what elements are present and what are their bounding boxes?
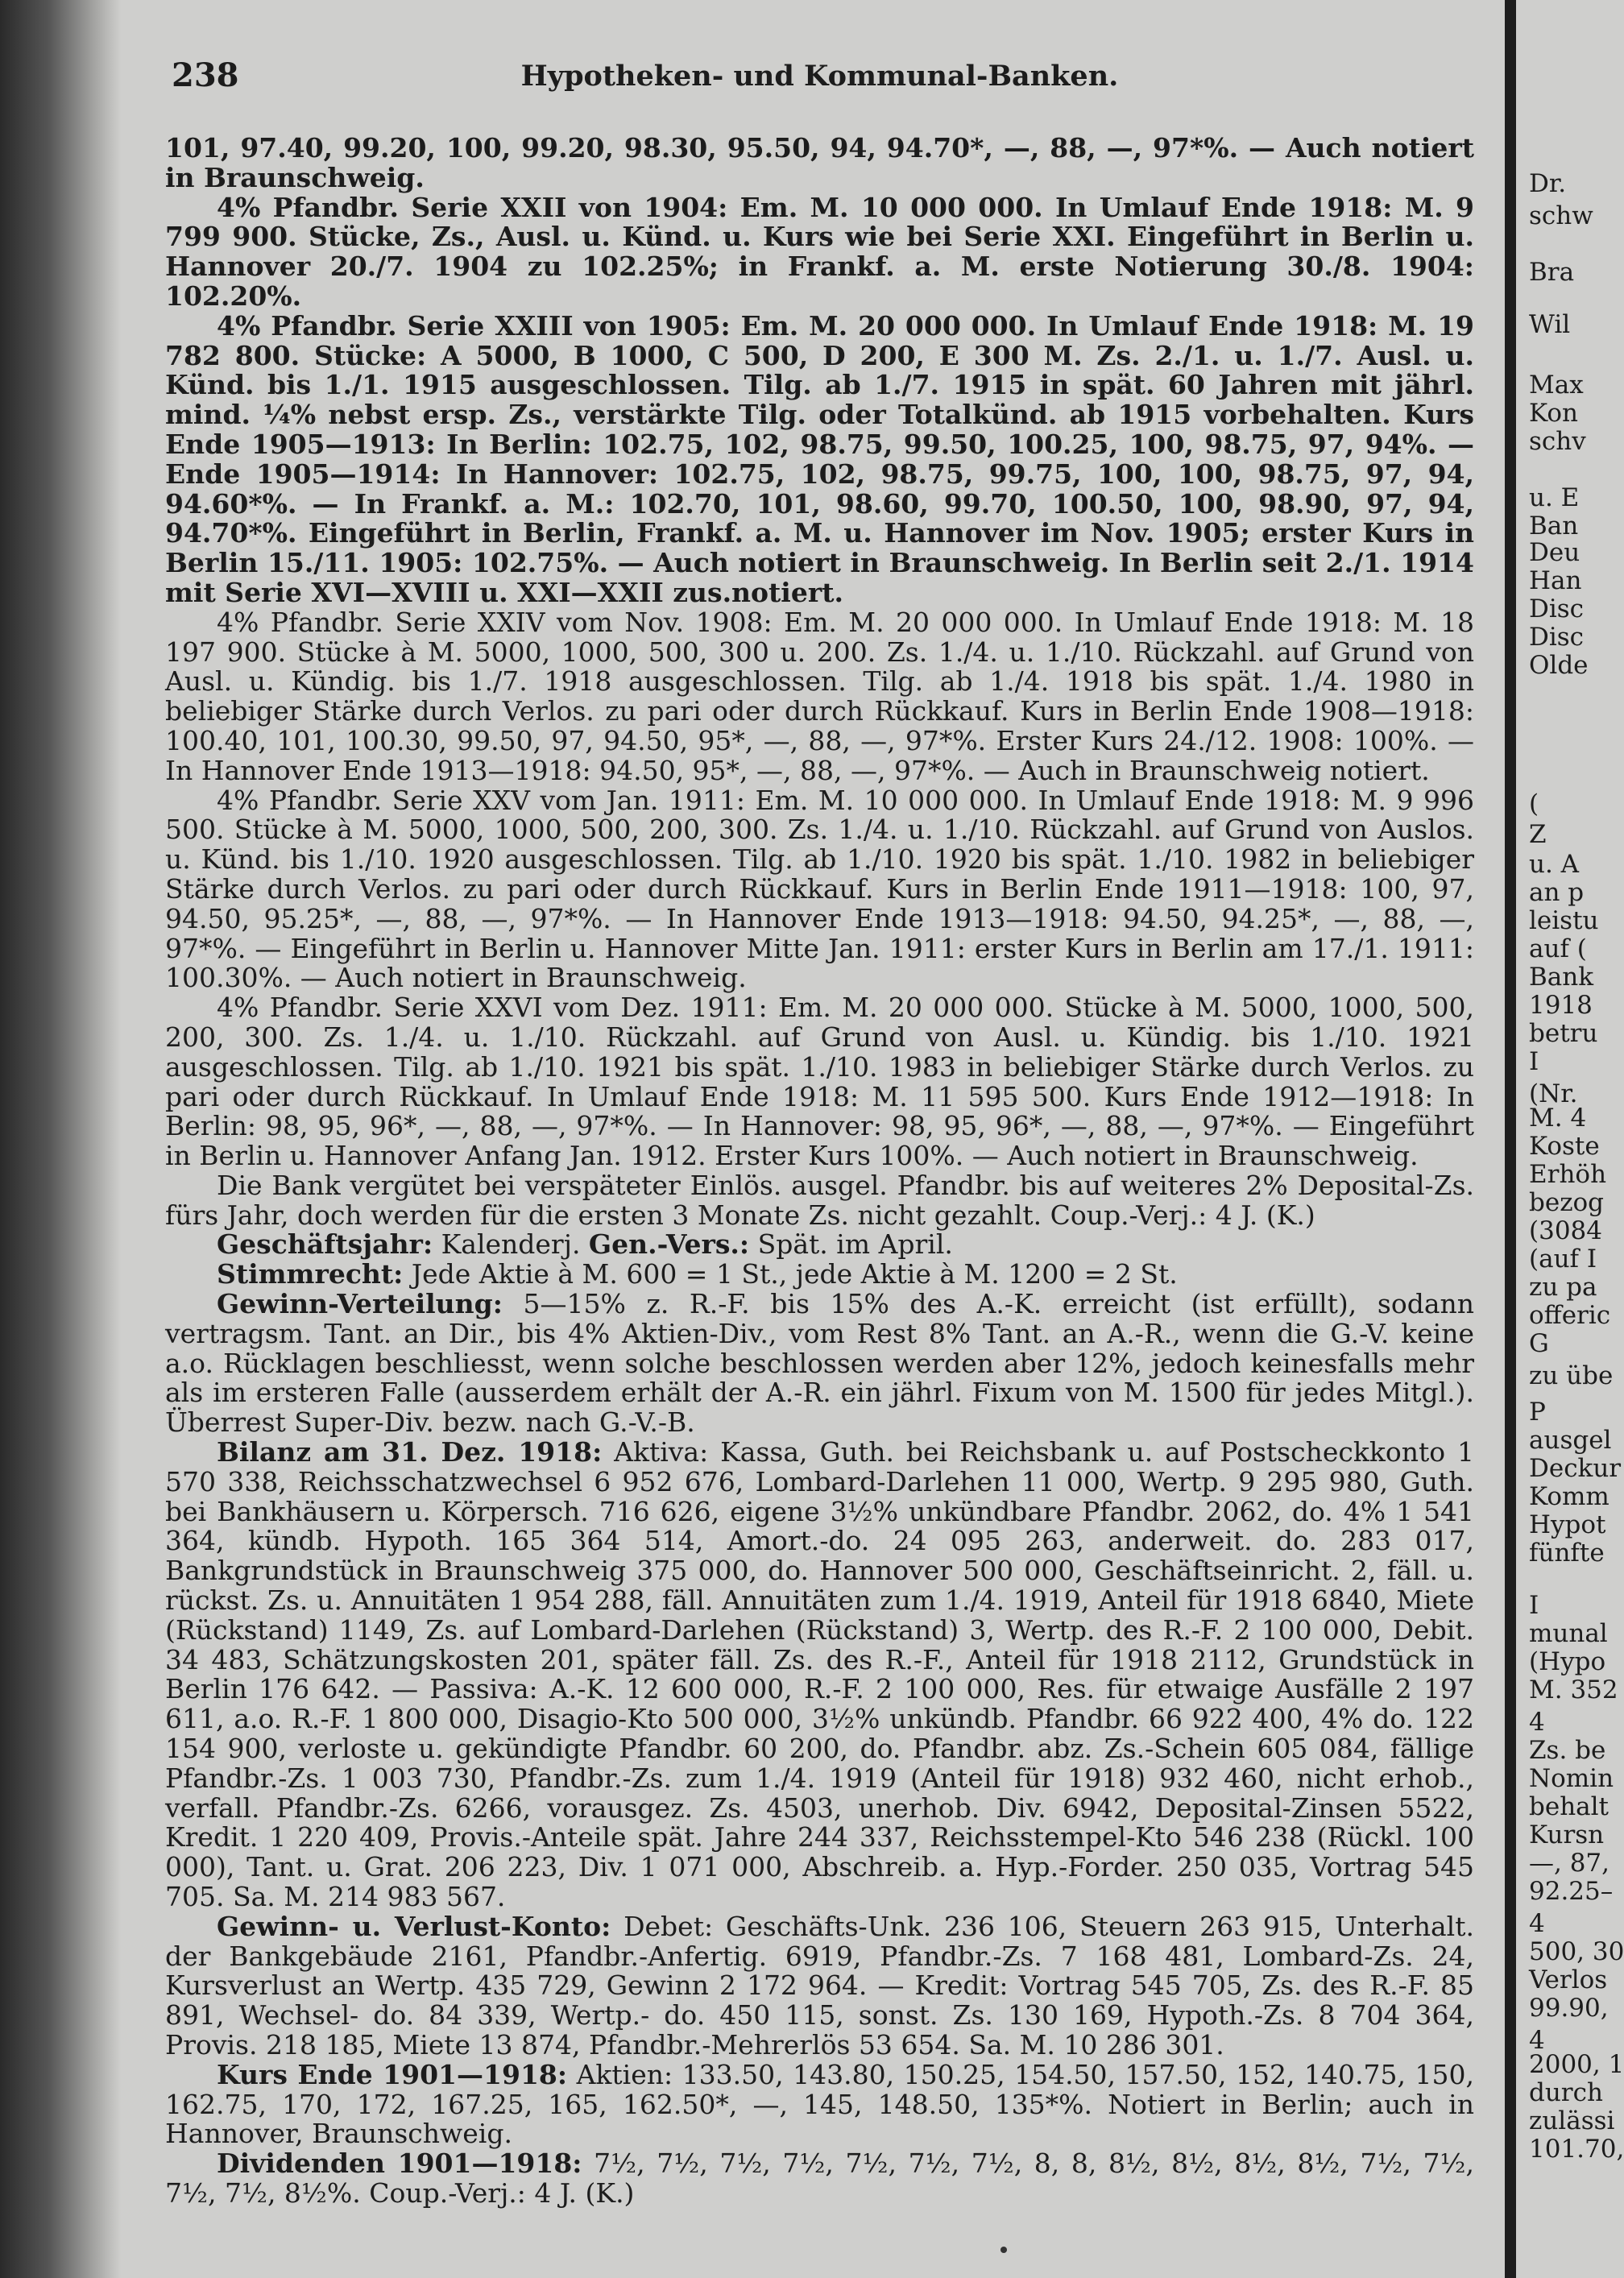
right-column-fragment: I [1529,1047,1539,1076]
right-column-fragment: an p [1529,878,1585,907]
right-column-fragment: (auf I [1529,1245,1597,1274]
running-title: Hypotheken- und Kommunal-Banken. [520,60,1119,93]
right-column-fragment: auf ( [1529,934,1587,963]
right-column-fragment: Z [1529,820,1547,849]
right-column-fragment: (Hypo [1529,1647,1606,1676]
right-column-fragment: Dr. [1529,169,1567,198]
right-column-fragment: G [1529,1329,1549,1358]
right-column-fragment: offeric [1529,1301,1611,1330]
right-column-fragment: Kon [1529,399,1578,428]
right-column-fragment: ausgel [1529,1426,1612,1455]
right-column-fragment: behalt [1529,1792,1610,1821]
paragraph-serie-xxiii: 4% Pfandbr. Serie XXIII von 1905: Em. M. 20 000 000. In Umlauf Ende 1918: M. 19 782 800. Stücke: A 5000, B 1000, C 500, D 200, E 300 M. Zs. 2./1. u. 1./7. Ausl. u. Künd. bis 1./1. 1915 ausgeschlossen. Tilg. ab 1./7. 1915 in spät. 60 Jahren mit jährl. mind. ¼% nebst ersp. Zs., verstärkte Tilg. oder Totalkünd. ab 1915 vorbehalten. Kurs Ende 1905—1913: In Berlin: 102.75, 102, 98.75, 99.50, 100.25, 100, 98.75, 97, 94%. — Ende 1905—1914: In Hannover: 102.75, 102, 98.75, 99.75, 100, 100, 98.75, 97, 94, 94.60*%. — In Frankf. a. M.: 102.70, 101, 98.60, 99.70, 100.50, 100, 98.90, 97, 94, 94.70*%. Eingeführt in Berlin, Frankf. a. M. u. Hannover im Nov. 1905; erster Kurs in Berlin 15./11. 1905: 102.75%. — Auch notiert in Braunschweig. In Berlin seit 2./1. 1914 mit Serie XVI—XVIII u. XXI—XXII zus.notiert. [165,309,1474,608]
right-column-fragments [1529,0,1624,2278]
right-column-fragment: Disc [1529,594,1585,623]
right-column-fragment: zu pa [1529,1273,1597,1302]
right-column-fragment: —, 87, [1529,1849,1610,1878]
right-column-fragment: Komm [1529,1482,1610,1511]
right-column-fragment: Kursn [1529,1820,1605,1849]
paragraph-bilanz: Bilanz am 31. Dez. 1918: Aktiva: Kassa, Guth. bei Reichsbank u. auf Postscheckkonto 1 570 338, Reichsschatzwechsel 6 952 676, Lombard-Darlehen 11 000, Wertp. 9 295 980, Guth. bei Bankhäusern u. Körpersch. 716 626, eigene 3½% unkündbare Pfandbr. 2062, do. 4% 1 541 364, kündb. Hypoth. 165 364 514, Amort.-do. 24 095 263, anderweit. do. 283 017, Bankgrundstück in Braunschweig 375 000, do. Hannover 500 000, Geschäftseinricht. 2, fäll. u. rückst. Zs. u. Annuitäten 1 954 288, fäll. Annuitäten zum 1./4. 1919, Anteil für 1918 6840, Miete (Rückstand) 1149, Zs. auf Lombard-Darlehen (Rückstand) 3, Wertp. des R.-F. 2 100 000, Debit. 34 483, Schätzungskosten 201, später fäll. Zs. des R.-F., Anteil für 1918 2112, Grundstück in Berlin 176 642. — Passiva: A.-K. 12 600 000, R.-F. 2 100 000, Res. für etwaige Ausfälle 2 197 611, a.o. R.-F. 1 800 000, Disagio-Kto 500 000, 3½% unkündb. Pfandbr. 66 922 400, 4% do. 122 154 900, verloste u. gekündigte Pfandbr. 60 200, do. Pfandbr. abz. Zs.-Schein 605 084, fällige Pfandbr.-Zs. 1 003 730, Pfandbr.-Zs. zum 1./4. 1919 (Anteil für 1918) 932 460, nicht erhob., verfall. Pfandbr.-Zs. 6266, vorausgez. Zs. 4503, unerhob. Div. 6942, Deposital-Zinsen 5522, Kredit. 1 220 409, Provis.-Anteile spät. Jahre 244 337, Reichsstempel-Kto 546 238 (Rückl. 100 000), Tant. u. Grat. 206 223, Div. 1 071 000, Abschreib. a. Hyp.-Forder. 250 035, Vortrag 545 705. Sa. M. 214 983 567. [165,1436,1474,1913]
right-column-fragment: 500, 30 [1529,1937,1624,1966]
page-body [165,134,1474,2209]
paragraph-stimmrecht: Stimmrecht: Jede Aktie à M. 600 = 1 St., jede Aktie à M. 1200 = 2 St. [217,1258,1178,1290]
scan-left-shadow [0,0,121,2278]
right-column-fragment: 99.90, [1529,1994,1609,2023]
right-column-fragment: Bra [1529,258,1575,287]
paragraph-kurs-continuation: 101, 97.40, 99.20, 100, 99.20, 98.30, 95.50, 94, 94.70*, —, 88, —, 97*%. — Auch notiert in Braunschweig. [165,132,1474,193]
right-column-fragment: Zs. be [1529,1736,1606,1765]
paragraph-serie-xxvi: 4% Pfandbr. Serie XXVI vom Dez. 1911: Em. M. 20 000 000. Stücke à M. 5000, 1000, 500, 200, 300. Zs. 1./4. u. 1./10. Rückzahl. auf Grund von Ausl. u. Kündig. bis 1./10. 1921 ausgeschlossen. Tilg. ab 1./10. 1921 bis spät. 1./10. 1983 in beliebiger Stärke durch Verlos. zu pari oder durch Rückkauf. In Umlauf Ende 1918: M. 11 595 500. Kurs Ende 1912—1918: In Berlin: 98, 95, 96*, —, 88, —, 97*%. — In Hannover: 98, 95, 96*, —, 88, —, 97*%. — Eingeführt in Berlin u. Hannover Anfang Jan. 1912. Erster Kurs 100%. — Auch notiert in Braunschweig. [165,992,1474,1172]
right-column-fragment: fünfte [1529,1539,1605,1568]
paragraph-serie-xxiv: 4% Pfandbr. Serie XXIV vom Nov. 1908: Em. M. 20 000 000. In Umlauf Ende 1918: M. 18 197 900. Stücke à M. 5000, 1000, 500, 300 u. 200. Zs. 1./4. u. 1./10. Rückzahl. auf Grund von Ausl. u. Kündig. bis 1./7. 1918 ausgeschlossen. Tilg. ab 1./4. 1918 bis spät. 1./4. 1980 in beliebiger Stärke durch Verlos. zu pari oder durch Rückkauf. Kurs in Berlin Ende 1908—1918: 100.40, 101, 100.30, 99.50, 97, 94.50, 95*, —, 88, —, 97*%. Erster Kurs 24./12. 1908: 100%. — In Hannover Ende 1913—1918: 94.50, 95*, —, 88, —, 97*%. — Auch in Braunschweig notiert. [165,606,1474,786]
right-column-fragment: Wil [1529,310,1571,339]
right-column-fragment: bezog [1529,1188,1605,1217]
right-column-fragment: Ban [1529,512,1579,541]
right-column-fragment: 2000, 1 [1529,2050,1624,2079]
right-column-fragment: durch [1529,2078,1603,2107]
right-column-fragment: 101.70, [1529,2135,1624,2164]
right-column-fragment: ( [1529,789,1539,818]
right-column-fragment: 4 [1529,2026,1545,2055]
right-column-fragment: Nomin [1529,1764,1614,1793]
right-column-fragment: P [1529,1398,1546,1427]
paragraph-kurs-ende: Kurs Ende 1901—1918: Aktien: 133.50, 143.80, 150.25, 154.50, 157.50, 152, 140.75, 150, 162.75, 170, 172, 167.25, 165, 162.50*, —, 145, 148.50, 135*%. Notiert in Berlin; auch in Hannover, Braunschweig. [165,2058,1474,2150]
right-column-fragment: Deu [1529,538,1580,567]
right-column-fragment: (Nr. [1529,1079,1578,1108]
right-column-fragment: 4 [1529,1708,1545,1737]
print-speck [1000,2247,1007,2253]
paragraph-geschaeftsjahr: Geschäftsjahr: Kalenderj. Gen.-Vers.: Spät. im April. [217,1228,953,1261]
right-column-fragment: u. E [1529,483,1580,512]
right-column-fragment: M. 352 [1529,1675,1618,1704]
right-column-fragment: leistu [1529,906,1599,935]
paragraph-dividenden: Dividenden 1901—1918: 7½, 7½, 7½, 7½, 7½, 7½, 7½, 8, 8, 8½, 8½, 8½, 8½, 7½, 7½, 7½, 7½, 8½%. Coup.-Verj.: 4 J. (K.) [165,2148,1474,2209]
right-column-fragment: Han [1529,566,1582,595]
right-column-fragment: (3084 [1529,1216,1602,1245]
page-header [165,56,1474,101]
right-column-fragment: Hypot [1529,1510,1606,1539]
right-column-fragment: Max [1529,371,1584,400]
paragraph-depositalzinsen: Die Bank vergütet bei verspäteter Einlös. ausgel. Pfandbr. bis auf weiteres 2% Deposital-Zs. fürs Jahr, doch werden für die ersten 3 Monate Zs. nicht gezahlt. Coup.-Verj.: 4 J. (K.) [165,1169,1474,1231]
page [165,56,1474,2209]
page-number: 238 [172,56,239,94]
right-column-fragment: Olde [1529,651,1589,680]
right-column-fragment: munal [1529,1619,1608,1648]
binding-divider [1505,0,1516,2278]
right-column-fragment: zulässi [1529,2106,1615,2135]
paragraph-serie-xxii: 4% Pfandbr. Serie XXII von 1904: Em. M. 10 000 000. In Umlauf Ende 1918: M. 9 799 900. Stücke, Zs., Ausl. u. Künd. u. Kurs wie bei Serie XXI. Eingeführt in Berlin u. Hannover 20./7. 1904 zu 102.25%; in Frankf. a. M. erste Notierung 30./8. 1904: 102.20%. [165,191,1474,312]
right-column-fragment: Koste [1529,1132,1600,1161]
paragraph-serie-xxv: 4% Pfandbr. Serie XXV vom Jan. 1911: Em. M. 10 000 000. In Umlauf Ende 1918: M. 9 996 500. Stücke à M. 5000, 1000, 500, 200, 300. Zs. 1./4. u. 1./10. Rückzahl. auf Grund von Auslos. u. Künd. bis 1./10. 1920 ausgeschlossen. Tilg. ab 1./10. 1920 bis spät. 1./10. 1982 in beliebiger Stärke durch Verlos. zu pari oder durch Rückkauf. Kurs in Berlin Ende 1911—1918: 100, 97, 94.50, 95.25*, —, 88, —, 97*%. — In Hannover Ende 1913—1918: 94.50, 94.25*, —, 88, —, 97*%. — Eingeführt in Berlin u. Hannover Mitte Jan. 1911: erster Kurs in Berlin am 17./1. 1911: 100.30%. — Auch notiert in Braunschweig. [165,784,1474,994]
right-column-fragment: Verlos [1529,1965,1608,1994]
paragraph-gewinn-verlust-konto: Gewinn- u. Verlust-Konto: Debet: Geschäfts-Unk. 236 106, Steuern 263 915, Unterhalt. der Bankgebäude 2161, Pfandbr.-Anfertig. 6919, Pfandbr.-Zs. 7 168 481, Lombard-Zs. 24, Kursverlust an Wertp. 435 729, Gewinn 2 172 964. — Kredit: Vortrag 545 705, Zs. des R.-F. 85 891, Wechsel- do. 84 339, Wertp.- do. 450 115, sonst. Zs. 130 169, Hypoth.-Zs. 8 704 364, Provis. 218 185, Miete 13 874, Pfandbr.-Mehrerlös 53 654. Sa. M. 10 286 301. [165,1910,1474,2061]
right-column-fragment: schw [1529,201,1593,230]
right-column-fragment: Erhöh [1529,1160,1607,1189]
paragraph-gewinn-verteilung: Gewinn-Verteilung: 5—15% z. R.-F. bis 15% des A.-K. erreicht (ist erfüllt), sodann vertragsm. Tant. an Dir., bis 4% Aktien-Div., vom Rest 8% Tant. an A.-R., wenn die G.-V. keine a.o. Rücklagen beschliesst, wenn solche beschlossen werden aber 12%, jedoch keinesfalls mehr als im ersteren Falle (ausserdem erhält der A.-R. ein jährl. Fixum von M. 1500 für jedes Mitgl.). Überrest Super-Div. bezw. nach G.-V.-B. [165,1288,1474,1439]
right-column-fragment: schv [1529,427,1586,456]
right-column-fragment: Bank [1529,963,1594,992]
right-column-fragment: Disc [1529,623,1585,652]
right-column-fragment: 92.25– [1529,1877,1614,1906]
right-column-fragment: u. A [1529,850,1580,879]
right-column-fragment: Deckur [1529,1454,1622,1483]
right-column-fragment: M. 4 [1529,1104,1587,1133]
right-column-fragment: 4 [1529,1909,1545,1938]
right-column-fragment: zu übe [1529,1361,1614,1390]
right-column-fragment: betru [1529,1019,1598,1048]
right-column-fragment: I [1529,1591,1539,1620]
right-column-fragment: 1918 [1529,991,1593,1020]
